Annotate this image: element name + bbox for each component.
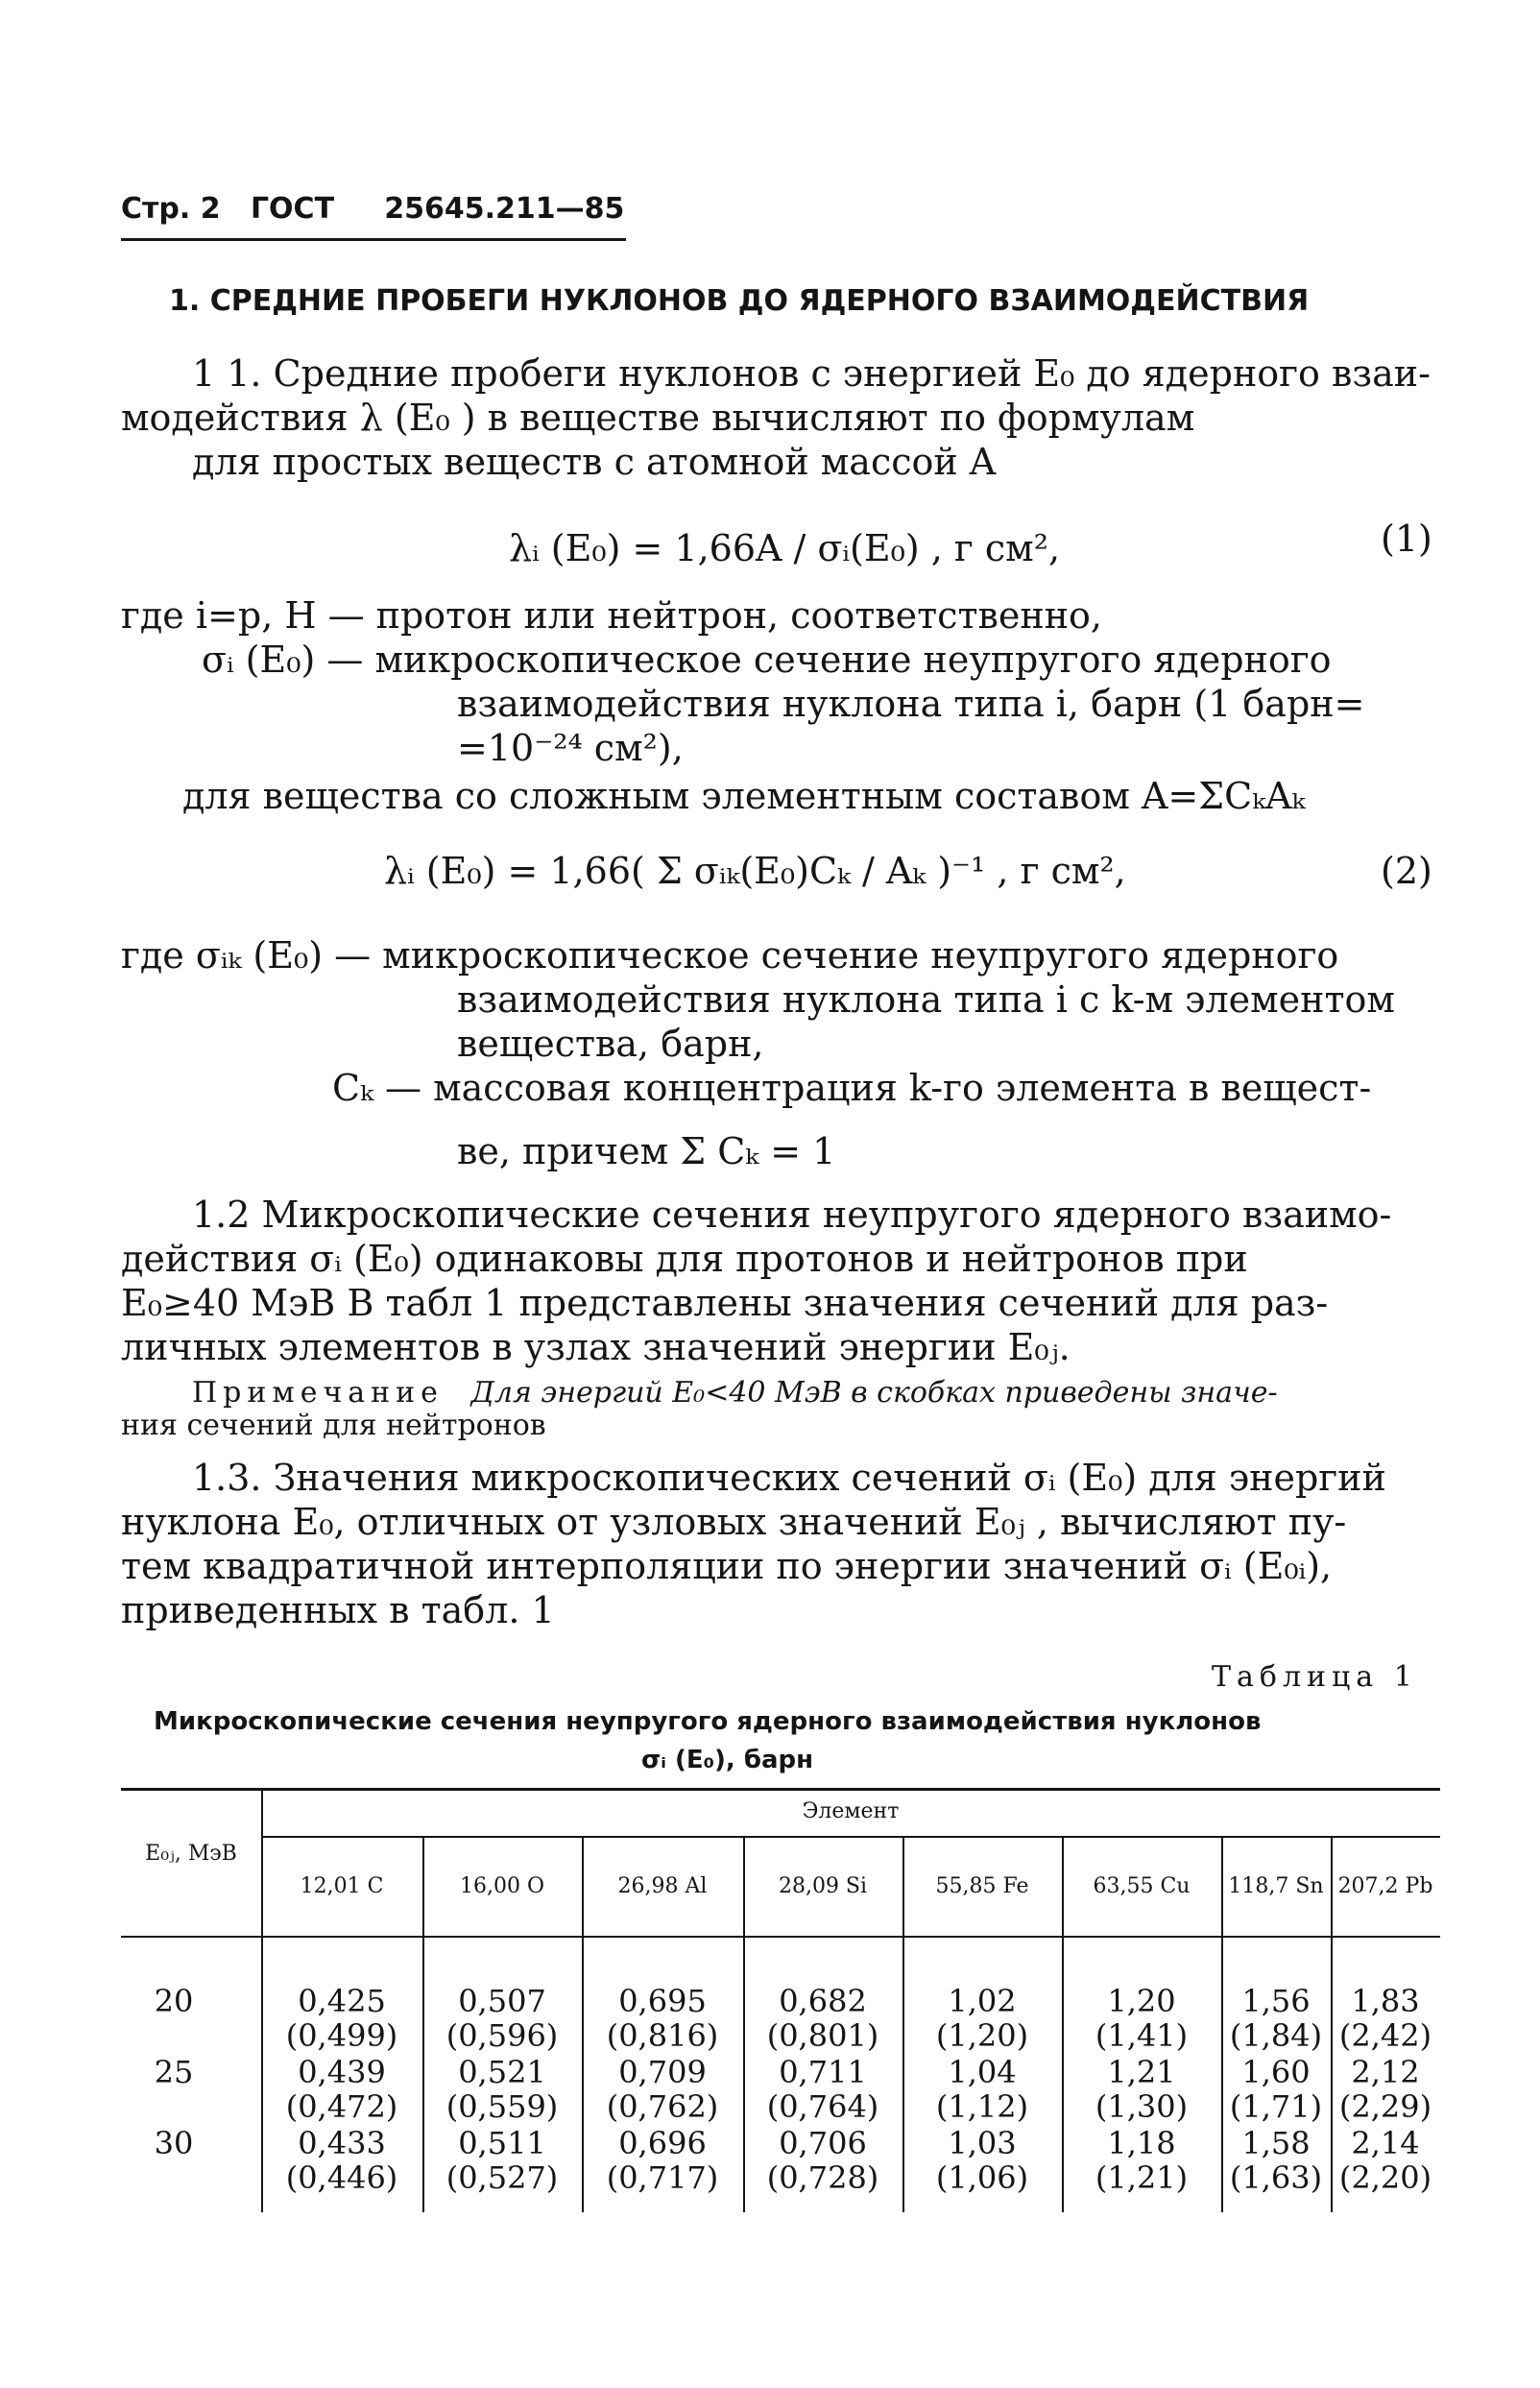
energy-cell: 20 [154, 1983, 194, 2019]
table-cell: 0,682 [779, 1983, 867, 2019]
energy-cell: 30 [154, 2125, 194, 2161]
where2-line4: Cₖ — массовая концентрация k-го элемента в вещест- [332, 1067, 1372, 1109]
table-cell: (1,84) [1229, 2017, 1323, 2054]
where2-line2: взаимодействия нуклона типа i с k-м элементом [457, 978, 1395, 1021]
p1-line1: 1 1. Средние пробеги нуклонов с энергией E₀ до ядерного взаи- [192, 352, 1431, 395]
table-cell: (2,29) [1338, 2088, 1432, 2125]
where2-line3: вещества, барн, [457, 1023, 764, 1065]
header-rule [121, 238, 626, 241]
table-cell: (1,20) [935, 2017, 1029, 2054]
table-label: Таблица 1 [1212, 1660, 1418, 1694]
note-text: Для энергий E₀<40 МэВ в скобках приведены значе- [470, 1376, 1278, 1410]
table-cell: (1,06) [935, 2159, 1029, 2196]
column-header: 207,2 Pb [1337, 1874, 1433, 1898]
table-cell: 0,507 [458, 1983, 546, 2019]
table-cell: 0,709 [618, 2054, 707, 2090]
table-cell: (0,527) [445, 2159, 559, 2196]
formula-1: λᵢ (E₀) = 1,66A / σᵢ(E₀) , г см², [509, 527, 1061, 569]
table-cell: (0,446) [285, 2159, 398, 2196]
table-cell: 1,03 [948, 2125, 1017, 2161]
column-header: 118,7 Sn [1228, 1874, 1324, 1898]
table-cell: 0,695 [618, 1983, 707, 2019]
section-title: 1. СРЕДНИЕ ПРОБЕГИ НУКЛОНОВ ДО ЯДЕРНОГО ВЗАИМОДЕЙСТВИЯ [169, 284, 1310, 318]
element-header: Элемент [802, 1799, 900, 1823]
column-header: 26,98 Al [617, 1874, 708, 1898]
energy-header: E₀ⱼ, МэВ [145, 1842, 237, 1866]
where2-line1: где σᵢₖ (E₀) — микроскопическое сечение неупругого ядерного [121, 934, 1339, 977]
table-cell: (1,30) [1095, 2088, 1189, 2125]
table-cell: (0,762) [606, 2088, 719, 2125]
table-cell: 1,18 [1107, 2125, 1176, 2161]
table-cell: 1,04 [948, 2054, 1017, 2090]
p1-line2: модействия λ (E₀ ) в веществе вычисляют по формулам [121, 397, 1195, 439]
table-cell: 1,83 [1351, 1983, 1420, 2019]
table-cell: 2,12 [1351, 2054, 1420, 2090]
where2-line5: ве, причем Σ Cₖ = 1 [457, 1130, 836, 1172]
standard-label: ГОСТ [250, 192, 335, 226]
where1-line4: =10⁻²⁴ см²), [457, 727, 684, 769]
table-cell: 0,511 [458, 2125, 546, 2161]
table-cell: (0,728) [766, 2159, 879, 2196]
page-number: Стр. 2 [121, 192, 221, 226]
page-header [121, 192, 624, 226]
formula-2-number: (2) [1381, 850, 1432, 892]
table-cell: (1,63) [1229, 2159, 1323, 2196]
p2-line2: действия σᵢ (E₀) одинаковы для протонов и нейтронов при [121, 1238, 1248, 1280]
p1-line3: для простых веществ с атомной массой A [192, 441, 997, 483]
column-header: 55,85 Fe [935, 1874, 1029, 1898]
table-cell: 1,20 [1107, 1983, 1176, 2019]
table-cell: 0,696 [618, 2125, 707, 2161]
table-cell: (0,816) [606, 2017, 719, 2054]
column-header: 63,55 Cu [1093, 1874, 1191, 1898]
table-cell: (0,472) [285, 2088, 398, 2125]
table-cell: (1,71) [1229, 2088, 1323, 2125]
note-line2: ния сечений для нейтронов [121, 1409, 546, 1442]
formula-1-number: (1) [1381, 518, 1432, 560]
complex-line: для вещества со сложным элементным составом A=ΣCₖAₖ [182, 775, 1306, 817]
column-header: 12,01 C [300, 1874, 384, 1898]
table-cell: 1,56 [1241, 1983, 1311, 2019]
table-subtitle: σᵢ (E₀), барн [641, 1746, 814, 1774]
table-cell: (0,801) [766, 2017, 879, 2054]
table-cell: (0,499) [285, 2017, 398, 2054]
where1-line2: σᵢ (E₀) — микроскопическое сечение неупругого ядерного [202, 639, 1332, 681]
table-cell: (1,41) [1095, 2017, 1189, 2054]
table-cell: (2,20) [1338, 2159, 1432, 2196]
table-cell: (1,12) [935, 2088, 1029, 2125]
table-cell: 0,706 [779, 2125, 867, 2161]
formula-2: λᵢ (E₀) = 1,66( Σ σᵢₖ(E₀)Cₖ / Aₖ )⁻¹ , г см², [384, 850, 1126, 892]
p2-line1: 1.2 Микроскопические сечения неупругого ядерного взаимо- [192, 1194, 1392, 1236]
note-line1 [192, 1377, 1278, 1410]
table-cell: (0,764) [766, 2088, 879, 2125]
column-header: 28,09 Si [778, 1874, 868, 1898]
table-cell: (1,21) [1095, 2159, 1189, 2196]
standard-number: 25645.211—85 [384, 192, 625, 226]
p3-line4: приведенных в табл. 1 [121, 1589, 555, 1631]
table-title: Микроскопические сечения неупругого ядерного взаимодействия нуклонов [154, 1707, 1262, 1736]
table-cell: (0,559) [445, 2088, 559, 2125]
table-cell: 0,711 [779, 2054, 867, 2090]
table-cell: 1,58 [1241, 2125, 1311, 2161]
p2-line3: E₀≥40 МэВ В табл 1 представлены значения сечений для раз- [121, 1282, 1329, 1324]
table-cell: 2,14 [1351, 2125, 1420, 2161]
table-cell: 0,425 [298, 1983, 386, 2019]
column-header: 16,00 O [459, 1874, 544, 1898]
p2-line4: личных элементов в узлах значений энергии E₀ⱼ. [121, 1326, 1071, 1368]
p3-line3: тем квадратичной интерполяции по энергии значений σᵢ (E₀ᵢ), [121, 1545, 1333, 1587]
note-label: Примечание [192, 1376, 444, 1410]
table-cell: (0,596) [445, 2017, 559, 2054]
table-cell: 0,433 [298, 2125, 386, 2161]
table-cell: (2,42) [1338, 2017, 1432, 2054]
table-header-rule [121, 1936, 1440, 1938]
where1-line1: где i=p, H — протон или нейтрон, соответственно, [121, 594, 1102, 637]
energy-cell: 25 [154, 2054, 194, 2090]
p3-line1: 1.3. Значения микроскопических сечений σᵢ (E₀) для энергий [192, 1457, 1386, 1499]
where1-line3: взаимодействия нуклона типа i, барн (1 барн= [457, 683, 1365, 725]
table-top-rule [121, 1788, 1440, 1791]
table-cell: 0,439 [298, 2054, 386, 2090]
table-cell: (0,717) [606, 2159, 719, 2196]
table-group-rule [261, 1836, 1440, 1838]
table-cell: 1,60 [1241, 2054, 1311, 2090]
table-cell: 0,521 [458, 2054, 546, 2090]
table-cell: 1,21 [1107, 2054, 1176, 2090]
p3-line2: нуклона E₀, отличных от узловых значений E₀ⱼ , вычисляют пу- [121, 1501, 1347, 1543]
table-cell: 1,02 [948, 1983, 1017, 2019]
